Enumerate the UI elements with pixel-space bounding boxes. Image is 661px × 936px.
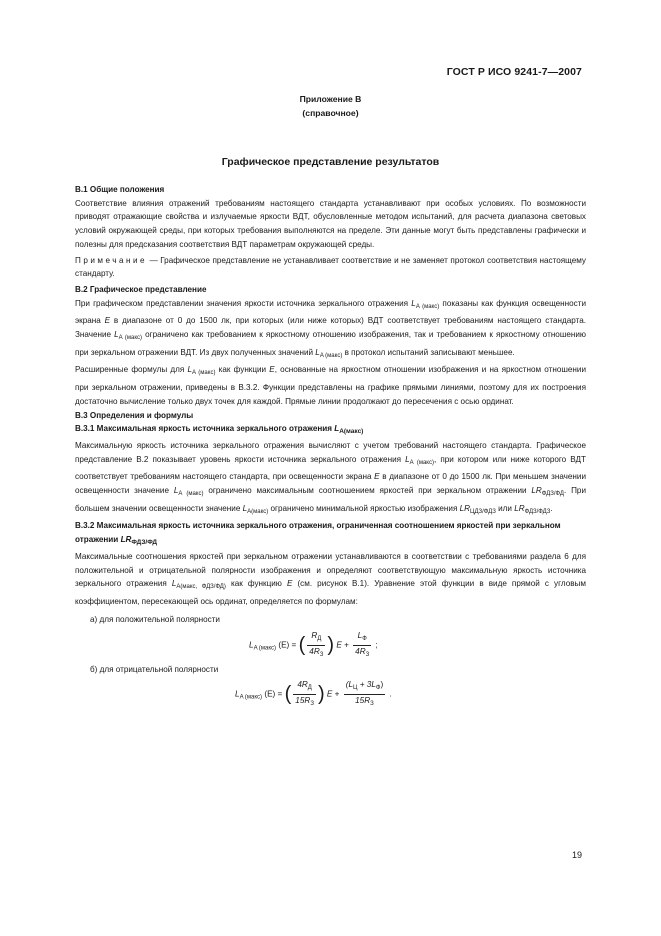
note-lead: Примечание xyxy=(75,255,148,265)
symbol-l: L xyxy=(235,689,240,699)
annex-type: (справочное) xyxy=(302,108,359,118)
symbol-l: L xyxy=(315,347,320,357)
paren-open: ( xyxy=(298,634,306,656)
list-item-b: б) для отрицательной полярности xyxy=(90,665,219,674)
text: в диапазоне от 0 до 1500 лк. При меньшем значении освещенности значение xyxy=(75,472,586,496)
section-title: Графическое представление результатов xyxy=(221,156,440,168)
symbol-lr: LR xyxy=(514,503,525,513)
text: В.3.1 Максимальная яркость источника зеркального отражения xyxy=(75,424,335,434)
symbol-e: E xyxy=(286,579,293,589)
argument: (E) = xyxy=(264,689,283,699)
paragraph-b1-1 xyxy=(75,197,586,252)
subscript: A(макс) xyxy=(339,428,364,436)
terminator: ; xyxy=(375,640,378,650)
symbol-lr: LR xyxy=(531,486,542,496)
paragraph-b32 xyxy=(75,550,586,609)
formula-positive xyxy=(249,630,378,661)
subscript: A (макс) xyxy=(319,352,343,359)
subscript: A (макс) xyxy=(118,335,143,342)
subscript: ФДЗ/ФДЗ xyxy=(524,508,551,515)
symbol-l: L xyxy=(242,503,248,513)
fraction-1 xyxy=(307,630,325,661)
subscript: A (макс) xyxy=(415,303,440,310)
paragraph-b2-1 xyxy=(75,297,586,364)
heading-b32 xyxy=(75,519,586,549)
subscript: A (макс) xyxy=(239,694,263,701)
text: . xyxy=(550,503,553,513)
symbol-e: E xyxy=(104,316,111,326)
symbol-lr: LR xyxy=(459,503,470,513)
fraction-2 xyxy=(344,679,385,710)
denominator: $4R_З$ xyxy=(309,647,324,658)
paren-close: ) xyxy=(327,634,335,656)
text: (см. рисунок В.1). Уравнение этой функции в виде прямой с угловым коэффициентом, пересекающей ось ординат, определяется по формулам: xyxy=(75,579,586,606)
text: ограничено минимальной яркостью изображения xyxy=(268,503,460,513)
subscript: ФДЗ/ФД xyxy=(131,539,158,547)
paren-close: ) xyxy=(317,683,325,705)
text: ограничено как требованием к яркостному отношению изображения, так и требованием к яркостному отношению при зеркальном отражении ВДТ. Из двух полученных значений xyxy=(75,330,586,357)
symbol-l: L xyxy=(334,424,340,434)
text: Расширенные формулы для xyxy=(75,365,188,375)
subscript: A (макс) xyxy=(253,645,277,652)
paren-open: ( xyxy=(284,683,292,705)
numerator: $(L_Ц + 3L_Ф)$ xyxy=(344,679,385,695)
formula-negative xyxy=(235,679,392,710)
symbol-e: E xyxy=(326,689,333,699)
subscript: A (макс) xyxy=(409,459,434,466)
subscript: A(макс) xyxy=(247,508,269,515)
heading-b1: В.1 Общие положения xyxy=(75,185,165,194)
text: . При большем значении освещенности значение xyxy=(75,486,586,513)
text: Соответствие влияния отражений требованиям настоящего стандарта устанавливают при особых условиях. По возможности приводят отражающие свойства и излучаемые яркости ВДТ, обусловленные методом испытаний, для расчета диапазона световых условий окружающей среды, при которых требования выполняются на пределе. Эти данные могут быть представлены графически и полезны для предсказания соответствия ВДТ параметрам окружающей среды. xyxy=(75,198,586,249)
text: показаны как функция освещенности экрана xyxy=(75,298,586,326)
subscript: A (макс) xyxy=(192,370,216,377)
subscript: A (макс) xyxy=(178,491,204,498)
text: Максимальные соотношения яркостей при зеркальном отражении устанавливаются в соответствии с требованиями раздела 6 для положительной и отрицательной полярности изображения и определяют соответствующую максимальную яркость источника зеркального отражения xyxy=(75,551,586,589)
document-body xyxy=(75,183,586,609)
annex-label: Приложение В xyxy=(299,94,362,104)
heading-b3: В.3 Определения и формулы xyxy=(75,410,194,420)
symbol-l: L xyxy=(173,486,179,496)
note xyxy=(75,254,586,281)
text: или xyxy=(495,503,515,513)
text: как функцию xyxy=(225,579,287,589)
symbol-e: E xyxy=(336,640,342,650)
denominator: $15R_З$ xyxy=(355,696,374,707)
document-header: ГОСТ Р ИСО 9241-7—2007 xyxy=(446,66,582,78)
symbol-e: E xyxy=(374,472,380,482)
numerator: $4R_Д$ xyxy=(293,679,316,695)
heading-b31 xyxy=(75,422,586,439)
argument: (E) = xyxy=(278,640,297,650)
symbol-lr: LR xyxy=(120,535,132,545)
symbol-e: E xyxy=(269,365,275,375)
text: В.3.2 Максимальная яркость источника зеркального отражения, ограниченная соотношением яркостей при зеркальном отражении xyxy=(75,521,561,545)
symbol-l: L xyxy=(249,640,254,650)
list-item-a: а) для положительной полярности xyxy=(90,615,220,624)
subscript: ФДЗ/ФД xyxy=(541,491,564,498)
text: При графическом представлении значения яркости источника зеркального отражения xyxy=(75,298,412,308)
text: , основанные на яркостном отношении изображения и на яркостном отношении при зеркальном отражении, приведены в В.3.2. Функции представлены на графике прямыми линиями, поэтому для их построения достаточно вычисление только двух точек для каждой. Прямые линии продолжают до пересечения с осью ординат. xyxy=(75,365,586,406)
operator-plus: + xyxy=(344,640,349,650)
heading-b2: В.2 Графическое представление xyxy=(75,284,207,294)
symbol-l: L xyxy=(411,298,416,308)
page-number: 19 xyxy=(571,850,582,860)
text: Максимальную яркость источника зеркального отражения вычисляют с учетом требований настоящего стандарта. Графическое представление В.2 показывает уровень яркости источника зеркального отражения xyxy=(75,440,586,464)
terminator: . xyxy=(389,689,392,699)
symbol-l: L xyxy=(405,454,410,464)
text: ограничено максимальным соотношением яркостей при зеркальном отражении xyxy=(203,486,532,496)
numerator: $L_Ф$ xyxy=(353,630,371,646)
paragraph-b31 xyxy=(75,439,586,520)
numerator: $R_Д$ xyxy=(307,630,325,646)
operator: + xyxy=(334,689,340,699)
denominator: $4R_З$ xyxy=(355,647,370,658)
fraction-2 xyxy=(353,630,371,661)
text: как функции xyxy=(215,365,270,375)
text: , при котором или ниже которого ВДТ соответствует требованиям настоящего стандарта, при освещенности экрана xyxy=(75,454,586,482)
symbol-l: L xyxy=(187,365,193,375)
note-text: — Графическое представление не устанавливает соответствие и не заменяет протокол соответствия настоящему стандарту. xyxy=(75,255,586,279)
text: в протокол испытаний записывают меньшее. xyxy=(342,347,515,357)
symbol-l: L xyxy=(171,579,177,589)
symbol-l: L xyxy=(114,330,119,340)
fraction-1 xyxy=(293,679,316,710)
denominator: $15R_З$ xyxy=(295,696,314,707)
text: в диапазоне от 0 до 1500 лк, при которых (или ниже которых) ВДТ соответствует требованиям настоящего стандарта. Значение xyxy=(75,316,586,340)
subscript: A(макс, ФДЗ/ФД) xyxy=(176,584,226,591)
subscript: ЦДЗ/ФДЗ xyxy=(470,508,496,515)
paragraph-b2-2 xyxy=(75,363,586,408)
